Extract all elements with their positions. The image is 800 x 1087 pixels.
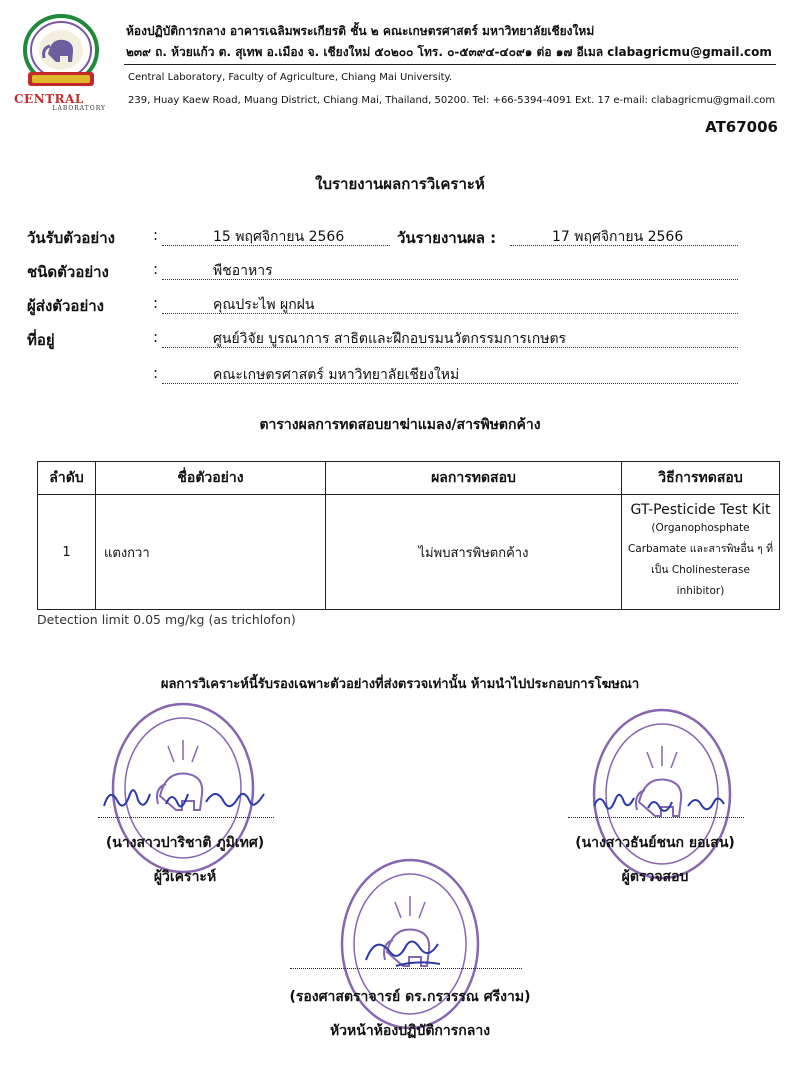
table-header-row — [38, 462, 780, 495]
method-desc-2: Carbamate และสารพิษอื่น ๆ ที่ — [627, 543, 774, 555]
logo-subtext: LABORATORY — [52, 105, 106, 112]
analyst-signature-line — [98, 817, 274, 818]
address-line-1: ศูนย์วิจัย บูรณาการ สาธิตและฝึกอบรมนวัตกรรมการเกษตร — [213, 331, 567, 347]
detection-limit-note: Detection limit 0.05 mg/kg (as trichlofon) — [37, 612, 296, 627]
document-number: AT67006 — [705, 118, 778, 136]
header-method: วิธีการทดสอบ — [622, 462, 780, 495]
analyst-role: ผู้วิเคราะห์ — [153, 869, 217, 885]
head-signature-line — [290, 968, 522, 969]
checker-signature-line — [568, 817, 744, 818]
disclaimer: ผลการวิเคราะห์นี้รับรองเฉพาะตัวอย่างที่ส่งตรวจเท่านั้น ห้ามนำไปประกอบการโฆษณา — [160, 677, 640, 692]
header-thai-line-1: ห้องปฏิบัติการกลาง อาคารเฉลิมพระเกียรติ ชั้น ๒ คณะเกษตรศาสตร์ มหาวิทยาลัยเชียงใหม่ — [126, 24, 595, 38]
analyst-name: (นางสาวปาริชาติ ภูมิเทศ) — [105, 835, 265, 851]
results-table — [37, 461, 780, 610]
table-title: ตารางผลการทดสอบยาฆ่าแมลง/สารพิษตกค้าง — [259, 417, 541, 433]
checker-signature — [588, 786, 748, 820]
cell-sample-name: แตงกวา — [96, 495, 326, 610]
central-laboratory-logo — [14, 93, 106, 113]
colon: : — [153, 294, 159, 312]
report-date-value: 17 พฤศจิกายน 2566 — [552, 229, 684, 245]
header-divider — [124, 64, 776, 65]
receive-date-value: 15 พฤศจิกายน 2566 — [213, 229, 345, 245]
address-label: ที่อยู่ — [27, 331, 55, 349]
head-signature — [356, 930, 466, 972]
method-desc-1: (Organophosphate — [651, 522, 750, 534]
cell-no: 1 — [38, 495, 96, 610]
colon: : — [153, 364, 159, 382]
header-result: ผลการทดสอบ — [326, 462, 622, 495]
header-no: ลำดับ — [38, 462, 96, 495]
sender-label: ผู้ส่งตัวอย่าง — [27, 297, 104, 315]
method-desc-3: เป็น Cholinesterase inhibitor) — [651, 564, 750, 597]
sender-value: คุณประไพ ผูกฝน — [213, 297, 315, 313]
checker-role: ผู้ตรวจสอบ — [621, 869, 689, 885]
address-line-2: คณะเกษตรศาสตร์ มหาวิทยาลัยเชียงใหม่ — [213, 367, 460, 383]
faculty-logo — [18, 14, 104, 94]
sample-type-label: ชนิดตัวอย่าง — [27, 263, 109, 281]
receive-date-label: วันรับตัวอย่าง — [27, 229, 115, 247]
header-english-line-2: 239, Huay Kaew Road, Muang District, Chiang Mai, Thailand, 50200. Tel: +66-5394-4091 Ext. 17 e-mail: clabagricmu@gmail.com — [128, 95, 776, 106]
logo-text: CENTRAL — [14, 92, 84, 106]
cell-result: ไม่พบสารพิษตกค้าง — [326, 495, 622, 610]
colon: : — [153, 328, 159, 346]
header-sample-name: ชื่อตัวอย่าง — [96, 462, 326, 495]
table-row — [38, 495, 780, 610]
colon: : — [153, 260, 159, 278]
sample-type-value: พืชอาหาร — [213, 263, 273, 279]
checker-name: (นางสาวธันย์ชนก ยอเสน) — [575, 835, 735, 851]
colon: : — [153, 226, 159, 244]
header-english-line-1: Central Laboratory, Faculty of Agriculture, Chiang Mai University. — [128, 72, 453, 83]
head-role: หัวหน้าห้องปฏิบัติการกลาง — [329, 1023, 491, 1039]
header-thai-line-2: ๒๓๙ ถ. ห้วยแก้ว ต. สุเทพ อ.เมือง จ. เชียงใหม่ ๕๐๒๐๐ โทร. ๐-๕๓๙๔-๔๐๙๑ ต่อ ๑๗ อีเมล clabagricmu@gmail.com — [126, 45, 772, 59]
head-name: (รองศาสตราจารย์ ดร.กรวรรณ ศรีงาม) — [289, 989, 531, 1005]
cell-method — [622, 495, 780, 610]
report-date-label: วันรายงานผล : — [397, 229, 497, 247]
method-title: GT-Pesticide Test Kit — [630, 502, 771, 518]
analyst-signature — [96, 778, 286, 818]
report-title: ใบรายงานผลการวิเคราะห์ — [315, 175, 485, 193]
